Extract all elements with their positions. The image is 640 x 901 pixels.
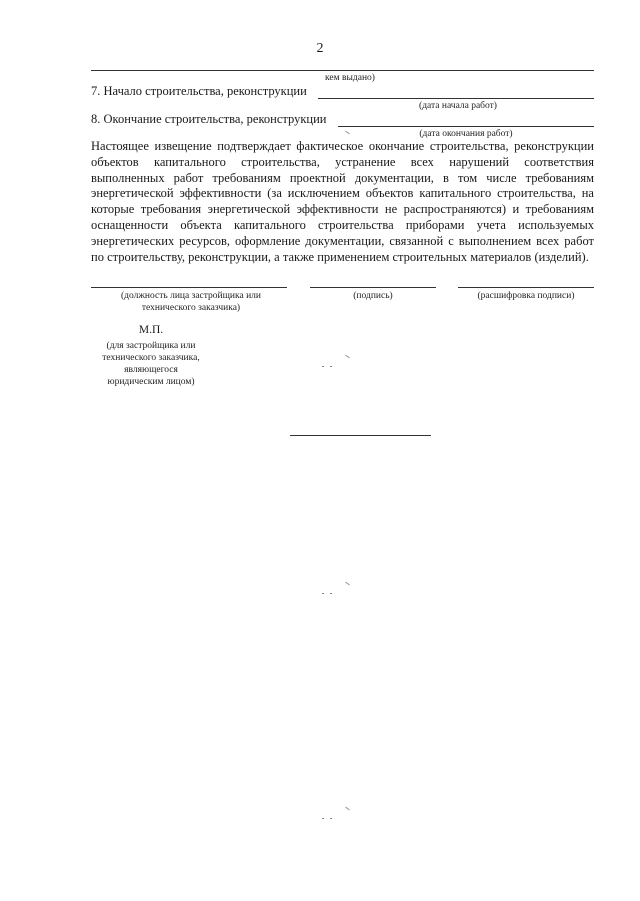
construction-start-caption: (дата начала работ): [419, 101, 497, 111]
construction-start-label: 7. Начало строительства, реконструкции: [91, 84, 307, 98]
signature-field[interactable]: [310, 287, 436, 288]
construction-start-field[interactable]: [318, 98, 594, 99]
notice-paragraph: Настоящее извещение подтверждает фактическое окончание строительства, реконструкции объектов капитального строительства, устранение всех нарушений соответствия выполненных работ требованиям проектной документации, в том числе требованиям энергетической эффективности (за исключением объектов капитального строительства, на которые требования энергетической эффективности не распространяются) и требованиям оснащенности объекта капитального строительства приборами учета используемых энергетических ресурсов, оформление документации, связанной с выполнением всех работ по строительству, реконструкции, а также применением строительных материалов (изделий).: [91, 139, 594, 264]
stamp-note-line2: технического заказчика,: [102, 353, 200, 363]
stamp-note-line1: (для застройщика или: [106, 341, 196, 351]
closing-separator: [290, 435, 431, 436]
construction-end-label: 8. Окончание строительства, реконструкции: [91, 112, 327, 126]
stamp-note-line3: являющегося: [124, 365, 178, 375]
page-number: 2: [316, 41, 324, 56]
position-field[interactable]: [91, 287, 287, 288]
construction-end-field[interactable]: [338, 126, 594, 127]
position-caption-line2: технического заказчика): [141, 303, 241, 313]
position-caption-line1: (должность лица застройщика или: [121, 291, 261, 301]
signature-caption: (подпись): [353, 291, 393, 301]
construction-end-caption: (дата окончания работ): [419, 129, 513, 139]
issued-by-caption: кем выдано): [325, 73, 375, 83]
stamp-note-line4: юридическим лицом): [107, 377, 195, 387]
issued-by-line: [91, 70, 594, 71]
name-field[interactable]: [458, 287, 594, 288]
name-caption: (расшифровка подписи): [477, 291, 575, 301]
stamp-label: М.П.: [138, 324, 164, 336]
